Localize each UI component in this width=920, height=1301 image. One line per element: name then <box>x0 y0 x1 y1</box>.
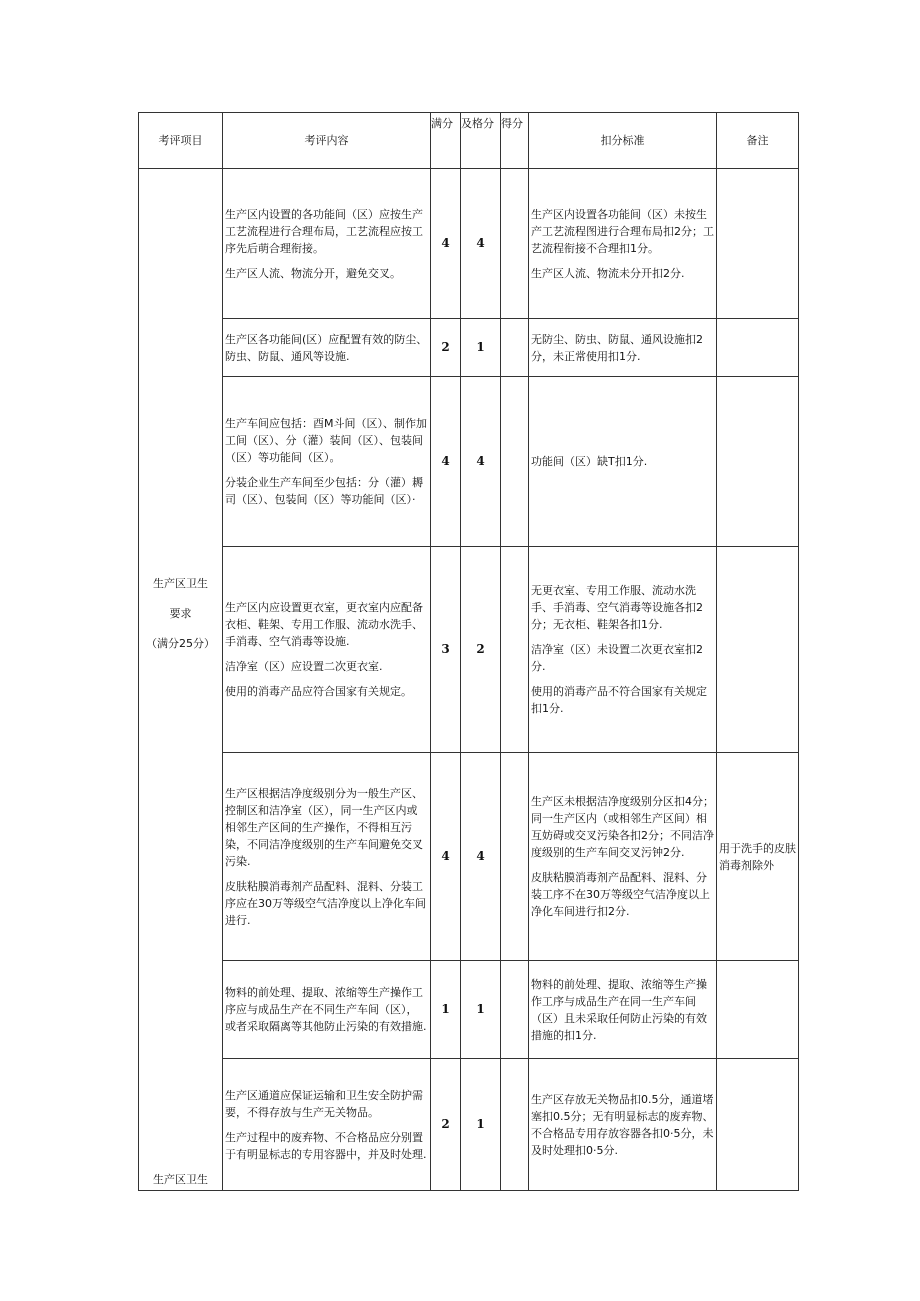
content-cell <box>223 547 431 753</box>
pass-score: 4 <box>461 377 501 547</box>
deduct-text: 洁净室（区）未设置二次更衣室扣2分. <box>531 643 703 673</box>
evaluation-table <box>138 112 799 1191</box>
content-text: 生产车间应包括：酉M斗间（区）、制作加工间（区）、分（灌）装间（区）、包装间（区）等功能间（区）。 <box>225 417 427 464</box>
content-text: 生产区人流、物流分开，避免交叉。 <box>225 266 401 280</box>
deduct-cell <box>529 753 717 961</box>
pass-score: 1 <box>461 1059 501 1191</box>
table-row <box>139 547 799 753</box>
header-full: 满分 <box>431 113 461 169</box>
full-score: 4 <box>431 377 461 547</box>
pass-score: 1 <box>461 961 501 1059</box>
deduct-cell <box>529 961 717 1059</box>
got-score <box>501 377 529 547</box>
pass-score: 4 <box>461 753 501 961</box>
content-cell <box>223 961 431 1059</box>
table-row <box>139 961 799 1059</box>
deduct-text: 无更衣室、专用工作服、流动水洗手、手消毒、空气消毒等设施各扣2分；无衣柜、鞋架各扣1分. <box>531 584 703 631</box>
pass-score: 4 <box>461 169 501 319</box>
category-cell <box>139 169 223 1191</box>
got-score <box>501 1059 529 1191</box>
full-score: 2 <box>431 1059 461 1191</box>
deduct-cell <box>529 377 717 547</box>
content-text: 使用的消毒产品应符合国家有关规定。 <box>225 685 412 698</box>
deduct-cell <box>529 1059 717 1191</box>
table-row <box>139 1059 799 1191</box>
table-row <box>139 753 799 961</box>
got-score <box>501 319 529 377</box>
header-category: 考评项目 <box>139 113 223 169</box>
header-row <box>139 113 799 169</box>
note-cell <box>717 1059 799 1191</box>
category-line: 要求 <box>169 607 192 620</box>
got-score <box>501 753 529 961</box>
header-note: 备注 <box>717 113 799 169</box>
content-cell <box>223 169 431 319</box>
deduct-text: 生产区未根据洁净度级别分区扣4分；同一生产区内（或相邻生产区间）相互妨碍或交叉污染各扣2分；不同洁净度级别的生产车间交叉污钟2分. <box>531 795 714 859</box>
content-text: 生产区通道应保证运输和卫生安全防护需要，不得存放与生产无关物品。 <box>225 1088 423 1119</box>
category-continuation: 生产区卫生 <box>153 1173 208 1186</box>
category-line: （满分25分） <box>146 637 215 650</box>
deduct-text: 生产区人流、物流未分开扣2分. <box>531 266 685 280</box>
header-deduct: 扣分标准 <box>529 113 717 169</box>
content-text: 生产过程中的废弃物、不合格品应分别置于有明显标志的专用容器中，并及时处理. <box>225 1130 427 1161</box>
content-text: 洁净室（区）应设置二次更衣室. <box>225 660 383 673</box>
header-pass: 及格分 <box>461 113 501 169</box>
full-score: 2 <box>431 319 461 377</box>
note-cell <box>717 377 799 547</box>
deduct-text: 皮肤粘膜消毒剂产品配料、混料、分装工序不在30万等级空气洁净度以上净化车间进行扣2分. <box>531 871 710 918</box>
got-score <box>501 169 529 319</box>
got-score <box>501 961 529 1059</box>
full-score: 1 <box>431 961 461 1059</box>
full-score: 4 <box>431 753 461 961</box>
deduct-text: 物料的前处理、提取、浓缩等生产操作工序与成品生产在同一生产车间（区）且未采取任何防止污染的有效措施的扣1分. <box>531 977 707 1042</box>
content-cell <box>223 1059 431 1191</box>
content-text: 生产区根据洁净度级别分为一般生产区、控制区和洁净室（区），同一生产区内或相邻生产区间的生产操作，不得相互污染，不同洁净度级别的生产车间避免交叉污染. <box>225 786 423 868</box>
category-line: 生产区卫生 <box>153 577 208 590</box>
deduct-text: 无防尘、防虫、防鼠、通风设施扣2分，未正常使用扣1分. <box>531 332 703 363</box>
content-text: 生产区内应设置更衣室，更衣室内应配备衣柜、鞋架、专用工作服、流动水洗手、手消毒、空气消毒等设施. <box>225 601 423 648</box>
header-got: 得分 <box>501 113 529 169</box>
deduct-cell <box>529 547 717 753</box>
deduct-cell <box>529 319 717 377</box>
pass-score: 2 <box>461 547 501 753</box>
note-cell <box>717 319 799 377</box>
deduct-text: 生产区内设置各功能间（区）未按生产工艺流程图进行合理布局扣2分；工艺流程衔接不合理扣1分。 <box>531 207 714 255</box>
deduct-text: 功能间（区）缺T扣1分. <box>531 455 648 468</box>
category-label <box>139 569 222 659</box>
content-text: 生产区内设置的各功能间（区）应按生产工艺流程进行合理布局，工艺流程应按工序先后萌合理衔接。 <box>225 207 423 255</box>
deduct-cell <box>529 169 717 319</box>
got-score <box>501 547 529 753</box>
table-row <box>139 377 799 547</box>
content-text: 分装企业生产车间至少包括：分（灌）耨司（区）、包装间（区）等功能间（区）· <box>225 476 423 506</box>
table-row <box>139 319 799 377</box>
deduct-text: 使用的消毒产品不符合国家有关规定扣1分. <box>531 685 707 715</box>
content-cell <box>223 753 431 961</box>
content-text: 皮肤粘膜消毒剂产品配料、混料、分装工序应在30万等级空气洁净度以上净化车间进行. <box>225 879 426 927</box>
note-cell <box>717 961 799 1059</box>
content-text: 物料的前处理、提取、浓缩等生产操作工序应与成品生产在不同生产车间（区），或者采取隔离等其他防止污染的有效措施. <box>225 986 427 1033</box>
note-cell <box>717 547 799 753</box>
pass-score: 1 <box>461 319 501 377</box>
full-score: 4 <box>431 169 461 319</box>
content-cell <box>223 319 431 377</box>
content-text: 生产区各功能间(区）应配置有效的防尘、防虫、防鼠、通风等设施. <box>225 332 428 363</box>
deduct-text: 生产区存放无关物品扣0.5分，通道堵塞扣0.5分；无有明显标志的废弃物、不合格品专用存放容器各扣0·5分，未及时处理扣0·5分. <box>531 1092 714 1157</box>
table-row <box>139 169 799 319</box>
content-cell <box>223 377 431 547</box>
note-cell: 用于洗手的皮肤消毒剂除外 <box>717 753 799 961</box>
full-score: 3 <box>431 547 461 753</box>
header-content: 考评内容 <box>223 113 431 169</box>
note-cell <box>717 169 799 319</box>
